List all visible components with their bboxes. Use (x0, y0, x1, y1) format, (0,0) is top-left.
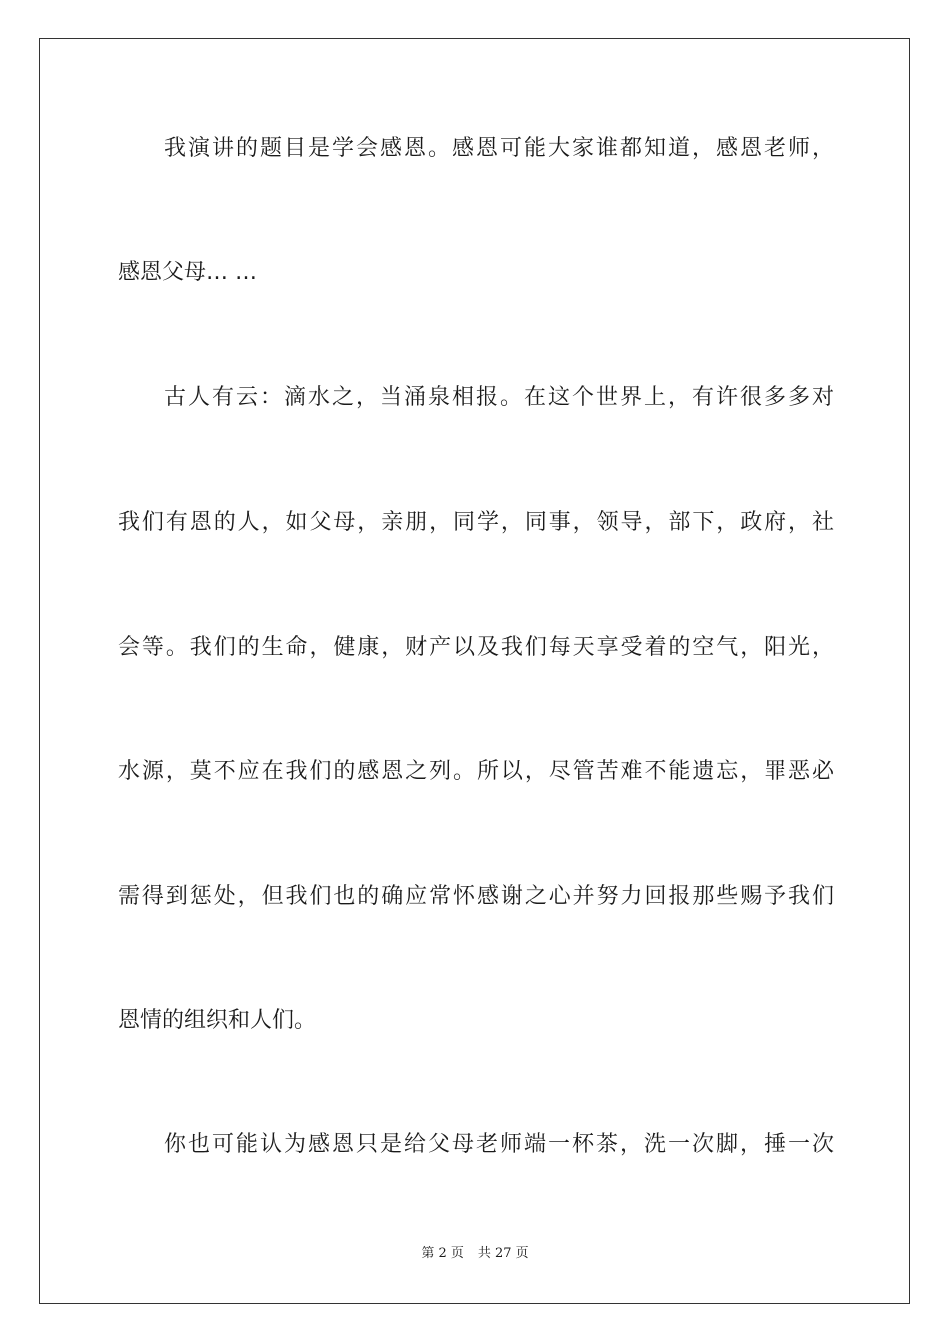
paragraph-line-2: 感恩父母… … (118, 260, 257, 285)
paragraph-line-3: 古人有云：滴水之，当涌泉相报。在这个世界上，有许很多多对 (164, 385, 834, 410)
paragraph-line-7: 需得到惩处，但我们也的确应常怀感谢之心并努力回报那些赐予我们 (118, 884, 834, 909)
page-number: 第 2 页 (421, 1246, 464, 1261)
paragraph-line-8: 恩情的组织和人们。 (118, 1008, 317, 1033)
paragraph-line-9: 你也可能认为感恩只是给父母老师端一杯茶，洗一次脚，捶一次 (164, 1132, 834, 1157)
page-footer (0, 1245, 950, 1263)
paragraph-line-5: 会等。我们的生命，健康，财产以及我们每天享受着的空气，阳光， (118, 635, 834, 660)
paragraph-line-4: 我们有恩的人，如父母，亲朋，同学，同事，领导，部下，政府，社 (118, 510, 834, 535)
paragraph-line-1: 我演讲的题目是学会感恩。感恩可能大家谁都知道，感恩老师， (164, 136, 834, 161)
paragraph-line-6: 水源，莫不应在我们的感恩之列。所以，尽管苦难不能遗忘，罪恶必 (118, 759, 834, 784)
page-total: 共 27 页 (477, 1246, 529, 1261)
page-border (39, 38, 910, 1304)
